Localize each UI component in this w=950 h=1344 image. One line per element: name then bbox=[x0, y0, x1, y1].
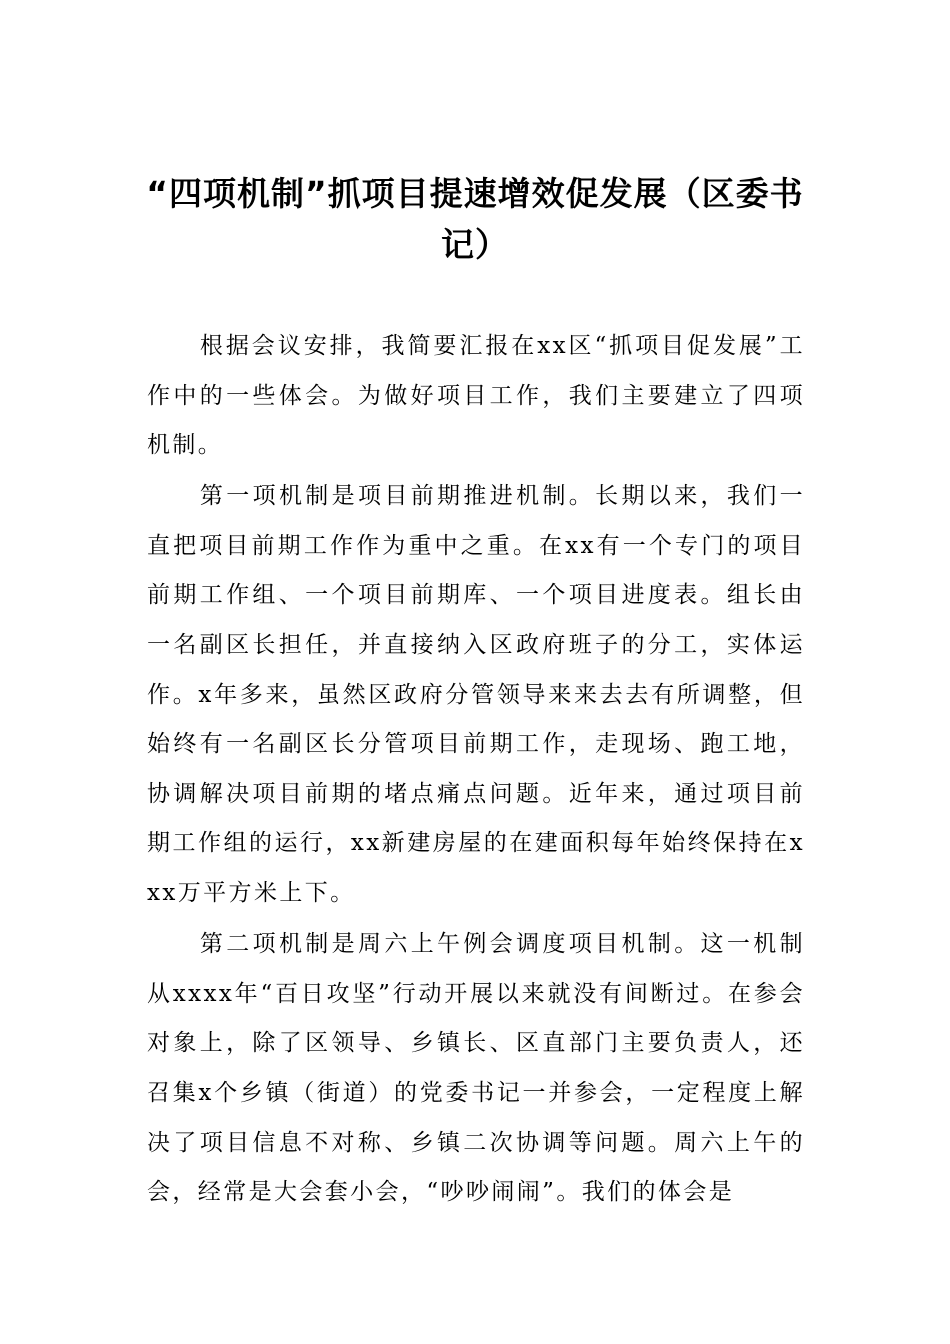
paragraph-intro: 根据会议安排，我简要汇报在xx区“抓项目促发展”工作中的一些体会。为做好项目工作，我们主要建立了四项机制。 bbox=[147, 333, 805, 459]
paragraph-mechanism-two: 第二项机制是周六上午例会调度项目机制。这一机制从xxxx年“百日攻坚”行动开展以来就没有间断过。在参会对象上，除了区领导、乡镇长、区直部门主要负责人，还召集x个乡镇（街道）的党委书记一并参会，一定程度上解决了项目信息不对称、乡镇二次协调等问题。周六上午的会，经常是大会套小会，“吵吵闹闹”。我们的体会是 bbox=[147, 931, 805, 1206]
document-title: “四项机制”抓项目提速增效促发展（区委书记） bbox=[146, 174, 804, 264]
document-body bbox=[147, 322, 805, 1219]
paragraph-mechanism-one: 第一项机制是项目前期推进机制。长期以来，我们一直把项目前期工作作为重中之重。在xx有一个专门的项目前期工作组、一个项目前期库、一个项目进度表。组长由一名副区长担任，并直接纳入区政府班子的分工，实体运作。x年多来，虽然区政府分管领导来来去去有所调整，但始终有一名副区长分管项目前期工作，走现场、跑工地，协调解决项目前期的堵点痛点问题。近年来，通过项目前期工作组的运行，xx新建房屋的在建面积每年始终保持在xxx万平方米上下。 bbox=[147, 483, 805, 907]
